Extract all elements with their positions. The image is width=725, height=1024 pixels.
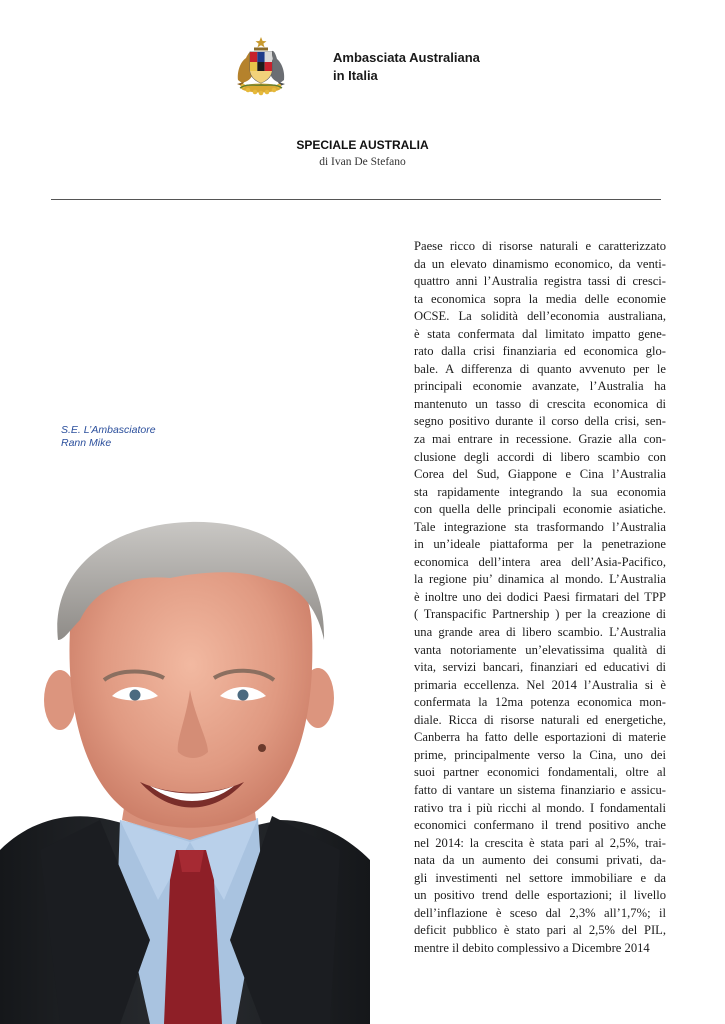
section-title: SPECIALE AUSTRALIA [296,138,429,152]
photo-caption [61,424,156,450]
article-line: nata da un aumento dei consumi privati, da- [414,853,666,868]
article-line: quattro anni l’Australia registra tassi di cresci- [414,274,666,289]
article-line: segno positivo durante il corso della crisi, sen- [414,414,666,429]
article-line: primaria eccellenza. Nel 2014 l’Australia si è [414,677,666,692]
embassy-name-line2: in Italia [333,68,378,83]
article-line: vita, servizi bancari, finanziari ed educativi di [414,660,666,675]
article-line: rato dalla crisi finanziaria ed economica glo- [414,344,666,359]
article-line: za mai entrare in recessione. Grazie alla con- [414,432,666,447]
article-line: sta rapidamente integrando la sua economia [414,484,666,499]
caption-line2: Rann Mike [61,437,112,449]
article-line: da un elevato dinamismo economico, da venti- [414,256,666,271]
embassy-name-line1: Ambasciata Australiana [333,50,480,65]
article-line: bale. A differenza di quanto avvenuto per le [414,361,666,376]
article-line: ( Transpacific Partnership ) per la creazione di [414,607,666,622]
article-line: ta economica sopra la media delle economie [414,291,666,306]
article-line: confermata la 12ma potenza economica mon- [414,695,666,710]
caption-line1: S.E. L’Ambasciatore [61,424,156,436]
article-line: Canberra ha fatto delle esportazioni di materie [414,730,666,745]
article-line: rativo tra i più ricchi al mondo. I fondamentali [414,800,666,815]
article-line: OCSE. La solidità dell’economia australiana, [414,309,666,324]
article-line: principali economie avanzate, l’Australia ha [414,379,666,394]
article-line: una grande area di libero scambio. L’Australia [414,625,666,640]
article-line: economica dell’intera area dell’Asia-Pacifico, [414,554,666,569]
article-line: Paese ricco di risorse naturali e caratterizzato [414,239,666,253]
article-line: diale. Ricca di risorse naturali ed energetiche, [414,712,666,727]
article-line: un positivo trend delle esportazioni; il livello [414,888,666,903]
article-line: in un’ideale piattaforma per la penetrazione [414,537,666,552]
article-body [414,238,666,957]
article-line: mentre il debito complessivo a Dicembre 2014 [414,940,650,955]
coat-of-arms-icon [234,36,288,96]
article-line: fatto di vantare un sistema finanziario e assicu- [414,782,666,797]
article-line: mantenuto un tasso di crescita economica di [414,396,666,411]
article-line: deficit pubblico è stato pari al 2,5% del PIL, [414,923,666,938]
author-byline: di Ivan De Stefano [319,156,406,168]
article-line: è stata confermata dal limitato impatto gene- [414,326,666,341]
article-line: prime, principalmente verso la Cina, uno dei [414,747,666,762]
article-line: Tale integrazione sta trasformando l’Australia [414,519,666,534]
article-line: con quella delle principali economie asiatiche. [414,502,666,517]
header-divider [51,199,661,200]
article-line: suoi partner economici fondamentali, oltre al [414,765,666,780]
article-line: nel 2014: la crescita è stata pari al 2,5%, trai- [414,835,666,850]
article-line: la regione piu’ dinamica al mondo. L’Australia [414,572,666,587]
ambassador-portrait [0,520,370,1024]
article-line: economici confermano il trend positivo anche [414,818,666,833]
article-line: è inoltre uno dei dodici Paesi firmatari del TPP [414,589,666,604]
article-line: vanta notoriamente un’elevatissima qualità di [414,642,666,657]
article-line: Corea del Sud, Giappone e Cina l’Australia [414,467,666,482]
article-line: dell’inflazione è sceso dal 2,3% all’1,7%; il [414,905,666,920]
article-line: gli investimenti nel settore immobiliare e da [414,870,666,885]
article-line: clusione degli accordi di libero scambio con [414,449,666,464]
embassy-name [333,49,480,85]
